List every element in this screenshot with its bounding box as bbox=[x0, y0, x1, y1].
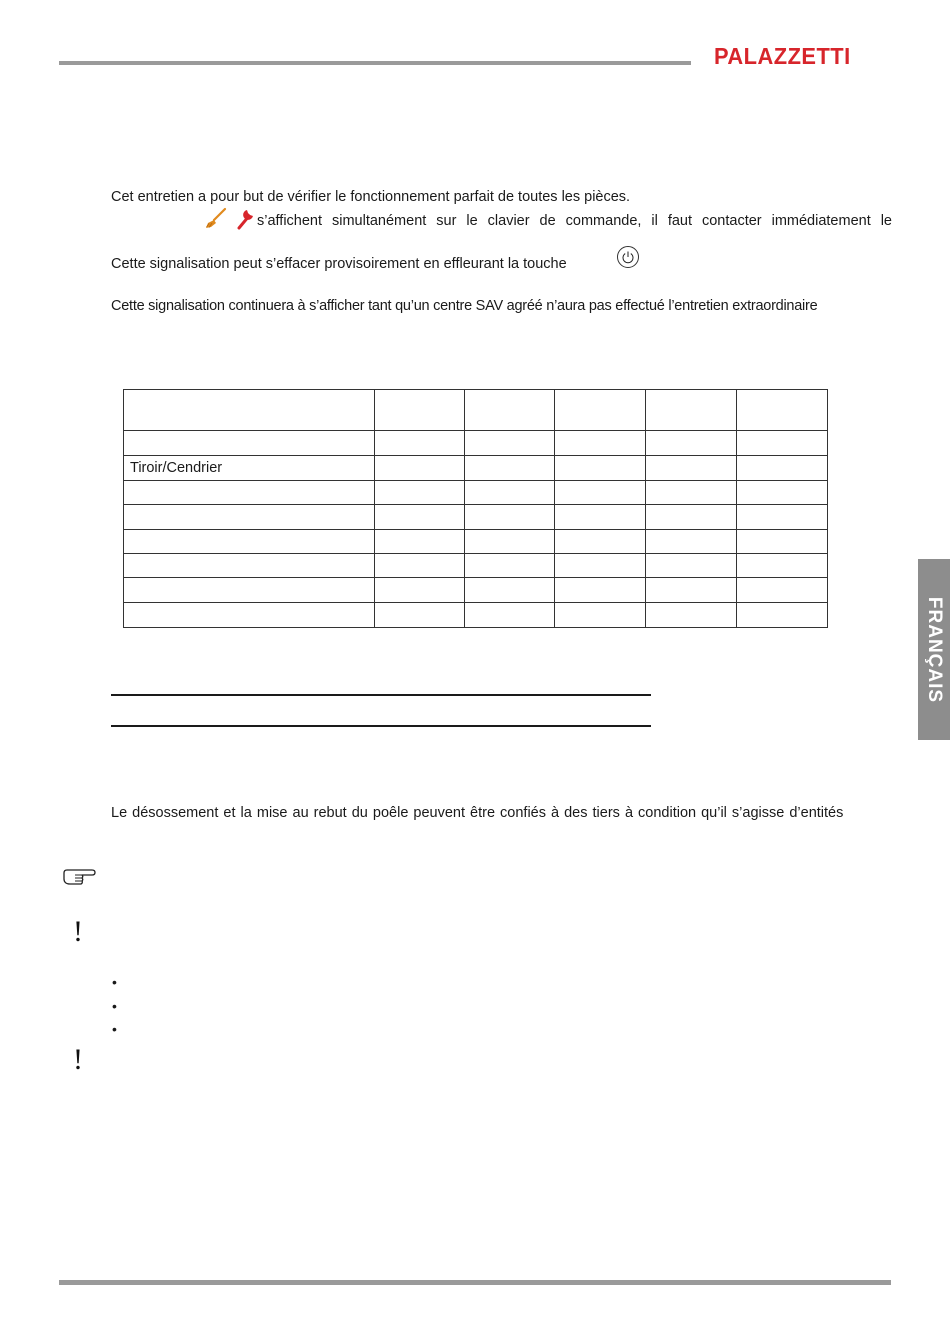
table-cell bbox=[375, 456, 465, 481]
table-cell bbox=[124, 577, 375, 602]
table-row bbox=[124, 577, 828, 602]
table-cell bbox=[124, 431, 375, 456]
table-row bbox=[124, 602, 828, 627]
table-cell bbox=[737, 577, 828, 602]
table-cell bbox=[375, 529, 465, 553]
paragraph-icons-displayed: s’affichent simultanément sur le clavier de commande, il faut contacter immédiatement le bbox=[257, 213, 892, 229]
table-cell bbox=[646, 577, 737, 602]
table-cell bbox=[737, 456, 828, 481]
header-rule bbox=[59, 61, 691, 65]
list-bullet: • bbox=[112, 998, 117, 1014]
language-tab bbox=[918, 559, 950, 740]
table-cell bbox=[737, 553, 828, 577]
table-cell: Tiroir/Cendrier bbox=[124, 456, 375, 481]
table-cell bbox=[737, 431, 828, 456]
table-cell bbox=[124, 505, 375, 529]
table-row bbox=[124, 456, 828, 481]
table-cell bbox=[465, 481, 555, 505]
table-cell bbox=[555, 431, 646, 456]
table-cell bbox=[737, 602, 828, 627]
table-cell bbox=[555, 577, 646, 602]
paragraph-maintenance-purpose: Cet entretien a pour but de vérifier le fonctionnement parfait de toutes les pièces. bbox=[111, 189, 631, 205]
table-cell bbox=[465, 505, 555, 529]
table-cell bbox=[555, 529, 646, 553]
table-cell bbox=[737, 529, 828, 553]
signature-line bbox=[111, 725, 651, 727]
table-cell bbox=[375, 577, 465, 602]
table-cell bbox=[646, 602, 737, 627]
table-cell bbox=[375, 602, 465, 627]
table-cell bbox=[646, 553, 737, 577]
maintenance-icons bbox=[205, 206, 255, 232]
table-cell bbox=[555, 481, 646, 505]
table-row bbox=[124, 553, 828, 577]
signature-line bbox=[111, 694, 651, 696]
exclamation-icon: ! bbox=[73, 915, 83, 948]
table-cell bbox=[465, 553, 555, 577]
table-cell bbox=[737, 505, 828, 529]
table-cell bbox=[124, 602, 375, 627]
footer-rule bbox=[59, 1280, 891, 1285]
list-bullet: • bbox=[112, 1021, 117, 1037]
table-cell bbox=[555, 505, 646, 529]
table-cell bbox=[124, 553, 375, 577]
table-cell bbox=[646, 505, 737, 529]
pointing-hand-icon bbox=[62, 866, 98, 888]
table-cell bbox=[124, 529, 375, 553]
table-cell bbox=[646, 481, 737, 505]
table-cell bbox=[124, 390, 375, 431]
brand-logo: PALAZZETTI bbox=[714, 43, 851, 69]
table-cell bbox=[737, 390, 828, 431]
table-cell bbox=[375, 431, 465, 456]
paragraph-temporary-clear: Cette signalisation peut s’effacer provisoirement en effleurant la touche bbox=[111, 256, 567, 272]
maintenance-table bbox=[123, 389, 828, 628]
broom-icon bbox=[205, 206, 255, 232]
paragraph-persistent-signal: Cette signalisation continuera à s’afficher tant qu’un centre SAV agréé n’aura pas effectué l’entretien extraordinaire bbox=[111, 298, 818, 314]
power-button-icon bbox=[617, 246, 639, 268]
table-cell bbox=[646, 529, 737, 553]
table-cell bbox=[555, 553, 646, 577]
table-row bbox=[124, 529, 828, 553]
table-cell bbox=[555, 390, 646, 431]
table-cell bbox=[646, 456, 737, 481]
paragraph-disposal: Le désossement et la mise au rebut du poêle peuvent être confiés à des tiers à condition qu’il s’agisse d’entités bbox=[111, 805, 844, 821]
table-cell bbox=[555, 602, 646, 627]
table-cell bbox=[124, 481, 375, 505]
table-cell bbox=[375, 553, 465, 577]
table-cell bbox=[465, 431, 555, 456]
table-cell bbox=[465, 456, 555, 481]
table-cell bbox=[646, 390, 737, 431]
table-header-row bbox=[124, 390, 828, 431]
table-cell bbox=[465, 529, 555, 553]
table-cell bbox=[465, 577, 555, 602]
table-cell bbox=[375, 390, 465, 431]
table-cell bbox=[375, 481, 465, 505]
table-row bbox=[124, 481, 828, 505]
table-cell bbox=[646, 431, 737, 456]
table-row bbox=[124, 431, 828, 456]
language-tab-label: FRANÇAIS bbox=[924, 596, 945, 703]
list-bullet: • bbox=[112, 974, 117, 990]
exclamation-icon: ! bbox=[73, 1043, 83, 1076]
table-cell bbox=[375, 505, 465, 529]
table-cell bbox=[737, 481, 828, 505]
table-cell bbox=[465, 602, 555, 627]
table-row bbox=[124, 505, 828, 529]
table-cell bbox=[465, 390, 555, 431]
table-cell bbox=[555, 456, 646, 481]
